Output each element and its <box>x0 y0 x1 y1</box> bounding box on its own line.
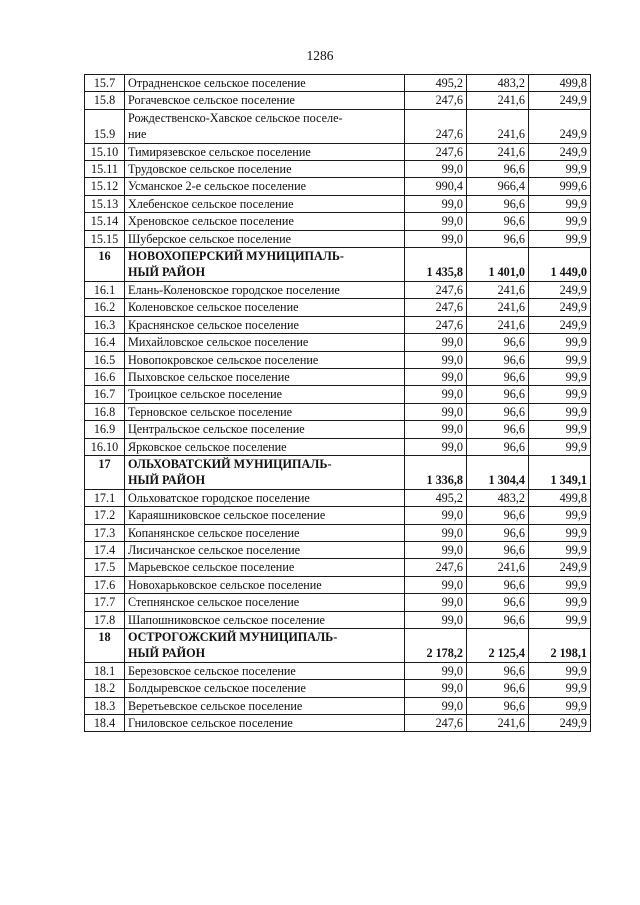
row-number: 16.4 <box>85 334 125 351</box>
settlement-name: Ольховатское городское поселение <box>125 489 405 506</box>
table-row <box>85 386 591 403</box>
value-year-2: 241,6 <box>467 299 529 316</box>
settlement-name: Рогачевское сельское поселение <box>125 92 405 109</box>
row-number: 16.2 <box>85 299 125 316</box>
table-row <box>85 421 591 438</box>
settlement-name: ОЛЬХОВАТСКИЙ МУНИЦИПАЛЬ- НЫЙ РАЙОН <box>125 455 405 489</box>
table-row <box>85 75 591 92</box>
table-body <box>85 75 591 732</box>
row-number: 17.3 <box>85 524 125 541</box>
value-year-1: 99,0 <box>405 541 467 558</box>
settlement-name: Степнянское сельское поселение <box>125 594 405 611</box>
value-year-1: 1 435,8 <box>405 248 467 282</box>
value-year-2: 483,2 <box>467 75 529 92</box>
table-row <box>85 524 591 541</box>
value-year-3: 99,9 <box>529 697 591 714</box>
value-year-3: 99,9 <box>529 541 591 558</box>
value-year-1: 99,0 <box>405 195 467 212</box>
settlement-name: Рождественско-Хавское сельское поселе- ние <box>125 109 405 143</box>
value-year-3: 249,9 <box>529 92 591 109</box>
value-year-3: 249,9 <box>529 559 591 576</box>
value-year-2: 96,6 <box>467 334 529 351</box>
settlement-name: Караяшниковское сельское поселение <box>125 507 405 524</box>
value-year-2: 96,6 <box>467 368 529 385</box>
settlement-name: Терновское сельское поселение <box>125 403 405 420</box>
settlement-name: Ярковское сельское поселение <box>125 438 405 455</box>
value-year-1: 99,0 <box>405 594 467 611</box>
table-row <box>85 230 591 247</box>
table-row <box>85 281 591 298</box>
settlement-name: Краснянское сельское поселение <box>125 316 405 333</box>
value-year-2: 241,6 <box>467 109 529 143</box>
value-year-1: 99,0 <box>405 438 467 455</box>
value-year-1: 247,6 <box>405 299 467 316</box>
value-year-2: 241,6 <box>467 715 529 732</box>
table-row <box>85 403 591 420</box>
settlement-name: Усманское 2-е сельское поселение <box>125 178 405 195</box>
value-year-3: 99,9 <box>529 680 591 697</box>
value-year-3: 99,9 <box>529 421 591 438</box>
value-year-2: 1 401,0 <box>467 248 529 282</box>
table-row <box>85 195 591 212</box>
value-year-1: 247,6 <box>405 281 467 298</box>
value-year-3: 99,9 <box>529 334 591 351</box>
settlement-name: Лисичанское сельское поселение <box>125 541 405 558</box>
value-year-3: 249,9 <box>529 109 591 143</box>
settlement-name: Центральское сельское поселение <box>125 421 405 438</box>
value-year-3: 99,9 <box>529 161 591 178</box>
value-year-1: 247,6 <box>405 109 467 143</box>
table-row <box>85 662 591 679</box>
district-row <box>85 455 591 489</box>
settlement-name: Березовское сельское поселение <box>125 662 405 679</box>
row-number: 15.7 <box>85 75 125 92</box>
settlement-name: Михайловское сельское поселение <box>125 334 405 351</box>
row-number: 15.8 <box>85 92 125 109</box>
value-year-1: 99,0 <box>405 421 467 438</box>
row-number: 15.12 <box>85 178 125 195</box>
value-year-2: 241,6 <box>467 559 529 576</box>
table-row <box>85 559 591 576</box>
value-year-2: 96,6 <box>467 594 529 611</box>
value-year-2: 241,6 <box>467 281 529 298</box>
table-row <box>85 594 591 611</box>
value-year-1: 99,0 <box>405 507 467 524</box>
row-number: 15.13 <box>85 195 125 212</box>
table-row <box>85 489 591 506</box>
value-year-1: 99,0 <box>405 697 467 714</box>
settlement-name: Копанянское сельское поселение <box>125 524 405 541</box>
value-year-1: 99,0 <box>405 368 467 385</box>
row-number: 16.5 <box>85 351 125 368</box>
value-year-2: 96,6 <box>467 421 529 438</box>
settlement-name: Хлебенское сельское поселение <box>125 195 405 212</box>
value-year-1: 99,0 <box>405 230 467 247</box>
row-number: 16.3 <box>85 316 125 333</box>
value-year-2: 96,6 <box>467 351 529 368</box>
row-number: 18.2 <box>85 680 125 697</box>
value-year-3: 999,6 <box>529 178 591 195</box>
value-year-3: 249,9 <box>529 299 591 316</box>
row-number: 16.7 <box>85 386 125 403</box>
value-year-2: 241,6 <box>467 316 529 333</box>
value-year-2: 96,6 <box>467 195 529 212</box>
value-year-2: 2 125,4 <box>467 629 529 663</box>
value-year-3: 99,9 <box>529 368 591 385</box>
value-year-2: 1 304,4 <box>467 455 529 489</box>
value-year-2: 96,6 <box>467 662 529 679</box>
settlement-name: Елань-Коленовское городское поселение <box>125 281 405 298</box>
value-year-1: 247,6 <box>405 559 467 576</box>
value-year-1: 99,0 <box>405 576 467 593</box>
value-year-2: 96,6 <box>467 161 529 178</box>
value-year-3: 99,9 <box>529 195 591 212</box>
value-year-1: 247,6 <box>405 316 467 333</box>
row-number: 18.3 <box>85 697 125 714</box>
value-year-1: 99,0 <box>405 403 467 420</box>
value-year-3: 99,9 <box>529 576 591 593</box>
settlement-name: Пыховское сельское поселение <box>125 368 405 385</box>
value-year-3: 99,9 <box>529 507 591 524</box>
value-year-1: 99,0 <box>405 213 467 230</box>
value-year-3: 499,8 <box>529 75 591 92</box>
value-year-3: 249,9 <box>529 316 591 333</box>
row-number: 15.14 <box>85 213 125 230</box>
value-year-3: 1 449,0 <box>529 248 591 282</box>
value-year-2: 483,2 <box>467 489 529 506</box>
settlement-name: ОСТРОГОЖСКИЙ МУНИЦИПАЛЬ- НЫЙ РАЙОН <box>125 629 405 663</box>
settlement-name: Новохарьковское сельское поселение <box>125 576 405 593</box>
value-year-3: 99,9 <box>529 351 591 368</box>
value-year-1: 247,6 <box>405 715 467 732</box>
settlement-name: Гниловское сельское поселение <box>125 715 405 732</box>
settlement-name: Коленовское сельское поселение <box>125 299 405 316</box>
row-number: 16.1 <box>85 281 125 298</box>
value-year-3: 99,9 <box>529 230 591 247</box>
district-row <box>85 248 591 282</box>
settlement-name: Марьевское сельское поселение <box>125 559 405 576</box>
value-year-2: 96,6 <box>467 524 529 541</box>
row-number: 16.6 <box>85 368 125 385</box>
value-year-2: 96,6 <box>467 697 529 714</box>
value-year-1: 99,0 <box>405 524 467 541</box>
value-year-2: 241,6 <box>467 143 529 160</box>
table-row <box>85 715 591 732</box>
settlement-name: Шуберское сельское поселение <box>125 230 405 247</box>
row-number: 17.6 <box>85 576 125 593</box>
value-year-3: 2 198,1 <box>529 629 591 663</box>
value-year-2: 96,6 <box>467 230 529 247</box>
value-year-2: 241,6 <box>467 92 529 109</box>
settlement-name: Новопокровское сельское поселение <box>125 351 405 368</box>
row-number: 17.1 <box>85 489 125 506</box>
value-year-1: 495,2 <box>405 489 467 506</box>
row-number: 16.9 <box>85 421 125 438</box>
settlement-name: Тимирязевское сельское поселение <box>125 143 405 160</box>
value-year-2: 96,6 <box>467 403 529 420</box>
row-number: 18.4 <box>85 715 125 732</box>
table-row <box>85 680 591 697</box>
row-number: 16.10 <box>85 438 125 455</box>
value-year-3: 99,9 <box>529 662 591 679</box>
settlement-name: Веретьевское сельское поселение <box>125 697 405 714</box>
value-year-2: 96,6 <box>467 680 529 697</box>
row-number: 17.7 <box>85 594 125 611</box>
row-number: 15.15 <box>85 230 125 247</box>
value-year-2: 96,6 <box>467 213 529 230</box>
settlement-name: Трудовское сельское поселение <box>125 161 405 178</box>
settlement-name: НОВОХОПЕРСКИЙ МУНИЦИПАЛЬ- НЫЙ РАЙОН <box>125 248 405 282</box>
value-year-1: 247,6 <box>405 92 467 109</box>
row-number: 17 <box>85 455 125 489</box>
settlement-name: Отрадненское сельское поселение <box>125 75 405 92</box>
row-number: 17.4 <box>85 541 125 558</box>
table-row <box>85 92 591 109</box>
value-year-1: 1 336,8 <box>405 455 467 489</box>
value-year-2: 96,6 <box>467 611 529 628</box>
table-row <box>85 109 591 143</box>
table-row <box>85 697 591 714</box>
row-number: 17.2 <box>85 507 125 524</box>
row-number: 15.9 <box>85 109 125 143</box>
settlement-name: Троицкое сельское поселение <box>125 386 405 403</box>
row-number: 18.1 <box>85 662 125 679</box>
value-year-3: 1 349,1 <box>529 455 591 489</box>
value-year-1: 99,0 <box>405 611 467 628</box>
table-row <box>85 541 591 558</box>
table-row <box>85 316 591 333</box>
value-year-3: 99,9 <box>529 611 591 628</box>
value-year-3: 99,9 <box>529 524 591 541</box>
table-row <box>85 334 591 351</box>
value-year-3: 99,9 <box>529 438 591 455</box>
value-year-3: 249,9 <box>529 281 591 298</box>
value-year-1: 99,0 <box>405 680 467 697</box>
table-row <box>85 351 591 368</box>
value-year-2: 96,6 <box>467 541 529 558</box>
settlement-name: Болдыревское сельское поселение <box>125 680 405 697</box>
value-year-2: 96,6 <box>467 386 529 403</box>
value-year-3: 99,9 <box>529 386 591 403</box>
district-row <box>85 629 591 663</box>
row-number: 17.8 <box>85 611 125 628</box>
value-year-2: 96,6 <box>467 438 529 455</box>
value-year-3: 99,9 <box>529 403 591 420</box>
value-year-3: 499,8 <box>529 489 591 506</box>
value-year-3: 99,9 <box>529 213 591 230</box>
table-row <box>85 143 591 160</box>
value-year-1: 99,0 <box>405 351 467 368</box>
value-year-2: 966,4 <box>467 178 529 195</box>
value-year-1: 990,4 <box>405 178 467 195</box>
value-year-3: 99,9 <box>529 594 591 611</box>
value-year-3: 249,9 <box>529 143 591 160</box>
row-number: 16.8 <box>85 403 125 420</box>
value-year-1: 99,0 <box>405 386 467 403</box>
row-number: 16 <box>85 248 125 282</box>
value-year-3: 249,9 <box>529 715 591 732</box>
value-year-2: 96,6 <box>467 507 529 524</box>
allocation-table <box>84 74 591 732</box>
row-number: 15.10 <box>85 143 125 160</box>
row-number: 18 <box>85 629 125 663</box>
row-number: 15.11 <box>85 161 125 178</box>
settlement-name: Хреновское сельское поселение <box>125 213 405 230</box>
value-year-1: 99,0 <box>405 161 467 178</box>
table-row <box>85 178 591 195</box>
settlement-name: Шапошниковское сельское поселение <box>125 611 405 628</box>
value-year-1: 495,2 <box>405 75 467 92</box>
table-row <box>85 611 591 628</box>
table-row <box>85 507 591 524</box>
table-row <box>85 299 591 316</box>
page-number: 1286 <box>306 48 334 63</box>
table-row <box>85 161 591 178</box>
value-year-1: 247,6 <box>405 143 467 160</box>
table-row <box>85 213 591 230</box>
value-year-1: 2 178,2 <box>405 629 467 663</box>
value-year-1: 99,0 <box>405 662 467 679</box>
table-row <box>85 438 591 455</box>
table-row <box>85 368 591 385</box>
table-row <box>85 576 591 593</box>
row-number: 17.5 <box>85 559 125 576</box>
value-year-2: 96,6 <box>467 576 529 593</box>
value-year-1: 99,0 <box>405 334 467 351</box>
